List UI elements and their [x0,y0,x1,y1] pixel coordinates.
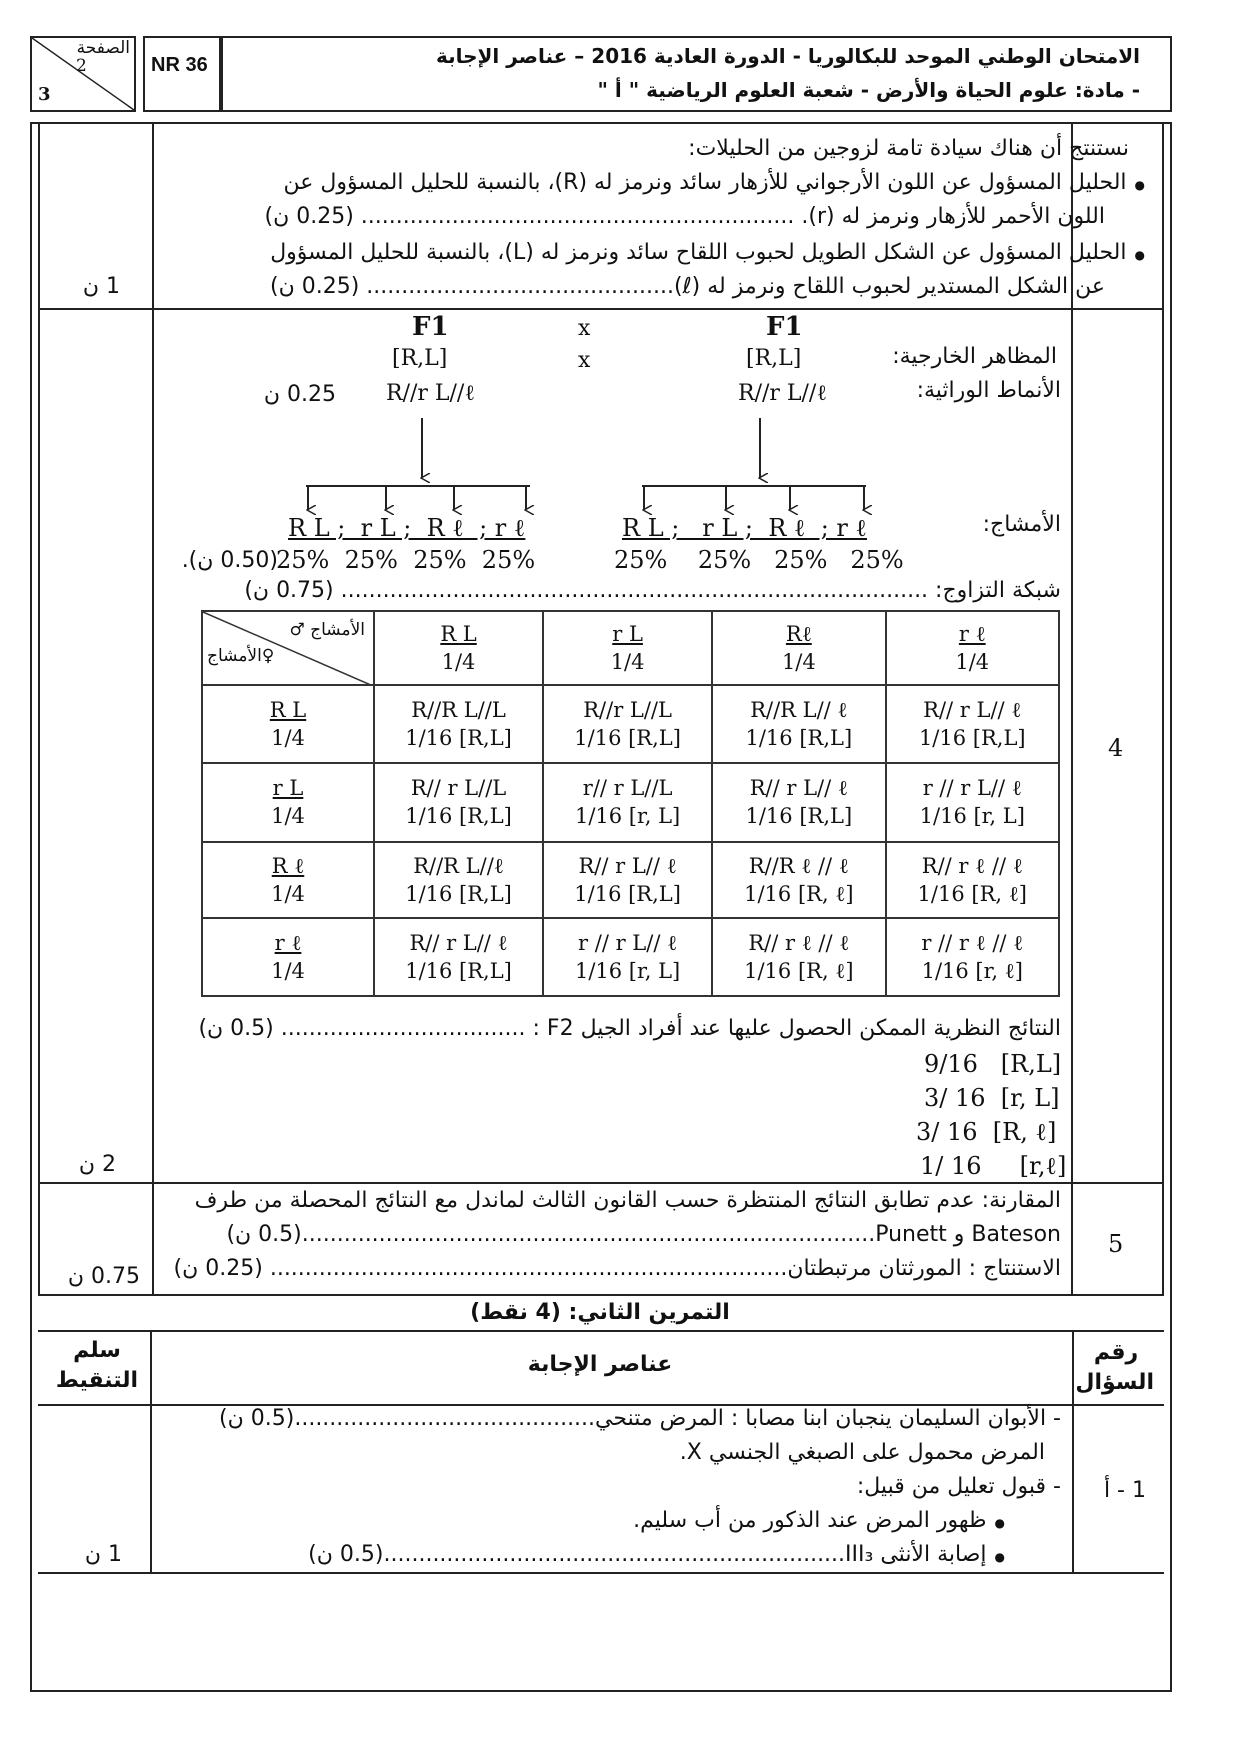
page-number: 2 [76,56,87,76]
ex2-line3: - قبول تعليل من قبيل: [856,1474,1061,1499]
row-header: r ℓ 1/4 [202,918,374,996]
header-line2: - مادة: علوم الحياة والأرض - شعبة العلوم الرياضية " أ " [597,78,1140,102]
genotype-left: R//r L//ℓ [386,381,475,406]
punnett-square [201,610,1060,997]
cross-sign-2: x [578,348,591,373]
q5-score: 0.75 ن [67,1264,140,1289]
result-1: 9/16 [R,L] [924,1050,1062,1078]
grid-cell: r // r ℓ // ℓ 1/16 [r, ℓ] [886,918,1059,996]
grid-cell: R//r L//L 1/16 [R,L] [543,685,712,763]
q5-line3: الاستنتاج : المورثتان مرتبطتان.......................................................................... (0.25 ن) [173,1256,1061,1281]
q3-bullet2-line1: ● الحليل المسؤول عن الشكل الطويل لحبوب اللقاح سائد ونرمز له (L)، بالنسبة للحليل المسؤول [225,240,1145,265]
ex2-col-question: رقم السؤال [1075,1340,1154,1395]
col-header: r ℓ 1/4 [886,611,1059,685]
exercise2-title: التمرين الثاني: (4 نقط) [470,1300,730,1325]
label-phenotypes: المظاهر الخارجية: [892,344,1057,369]
ex2-line4: ● ظهور المرض عند الذكور من أب سليم. [305,1508,1005,1533]
q3-bullet1-line1: ● الحليل المسؤول عن اللون الأرجواني للأزهار سائد ونرمز له (R)، بالنسبة للحليل المسؤول عن [225,170,1145,195]
grid-cell: r// r L//L 1/16 [r, L] [543,763,712,841]
row-header: R ℓ 1/4 [202,842,374,918]
row-separator-q3 [38,308,1164,310]
q5-number: 5 [1108,1230,1124,1258]
gametes-left-score: (0.50 ن). [181,548,278,573]
result-4: 1/ 16 [r,ℓ] [920,1152,1067,1180]
row-separator-ex2-head [38,1330,1164,1332]
page-total: 3 [38,84,51,105]
grid-cell: R// r ℓ // ℓ 1/16 [R, ℓ] [712,918,885,996]
ex2-line1: - الأبوان السليمان ينجبان ابنا مصابا : المرض متنحي...........................................(0.5 ن) [219,1406,1061,1431]
results-label: النتائج النظرية الممكن الحصول عليها عند أفراد الجيل F2 : ................................... (0.5 ن) [198,1016,1061,1041]
ex2-line5: ● إصابة الأنثى III₃..................................................................(0.5 ن) [125,1542,1005,1567]
grid-cell: R// r L//L 1/16 [R,L] [374,763,543,841]
ex2-col-answer: عناصر الإجابة [527,1352,673,1377]
header-line1: الامتحان الوطني الموحد للبكالوريا - الدورة العادية 2016 – عناصر الإجابة [435,44,1140,68]
col-header: R L 1/4 [374,611,543,685]
grid-cell: R// r ℓ // ℓ 1/16 [R, ℓ] [886,842,1059,918]
row-header: r L 1/4 [202,763,374,841]
parent-left: F1 [412,312,449,342]
grid-cell: R//R L//ℓ 1/16 [R,L] [374,842,543,918]
grid-cell: R//R L//L 1/16 [R,L] [374,685,543,763]
q4-score: 2 ن [78,1152,116,1177]
col-header: Rℓ 1/4 [712,611,885,685]
genotype-right: R//r L//ℓ [738,381,827,406]
label-genotypes: الأنماط الوراثية: [916,378,1061,403]
grid-cell: R//R L// ℓ 1/16 [R,L] [712,685,885,763]
grid-cell: R// r L// ℓ 1/16 [R,L] [543,842,712,918]
ex2-q1a-number: 1 - أ [1103,1478,1146,1503]
exam-code: NR 36 [151,54,208,76]
row-header: R L 1/4 [202,685,374,763]
q3-bullet1-line2: اللون الأحمر للأزهار ونرمز له (r). .............................................................. (0.25 ن) [264,204,1105,229]
gametes-left-pct: 25% 25% 25% 25% [276,546,536,574]
ex2-q1a-score: 1 ن [84,1542,122,1567]
frame-inner-right [1162,122,1164,1294]
label-gametes: الأمشاج: [982,512,1061,537]
row-separator-q5 [38,1294,1164,1296]
phenotype-left: [R,L] [392,346,448,371]
cross-sign: x [578,316,591,341]
score-column-rule [152,122,154,1294]
frame-inner-left [38,122,40,1294]
result-3: 3/ 16 [R, ℓ] [916,1118,1057,1146]
q3-score: 1 ن [82,274,120,299]
exam-code-box [143,36,221,112]
row-separator-ex2-end [38,1572,1164,1574]
grid-cell: r // r L// ℓ 1/16 [r, L] [886,763,1059,841]
row-separator-q4 [38,1182,1164,1184]
gametes-left: R L ; r L ; R ℓ ; r ℓ [288,514,526,542]
page-frame-left [30,122,32,1692]
gametes-right-pct: 25% 25% 25% 25% [614,546,904,574]
page-frame-top [30,122,1172,124]
q3-intro: نستنتج أن هناك سيادة تامة لزوجين من الحليلات: [688,136,1129,161]
header-title-box [221,36,1172,112]
grid-cell: R// r L// ℓ 1/16 [R,L] [712,763,885,841]
grid-cell: R//R ℓ // ℓ 1/16 [R, ℓ] [712,842,885,918]
q5-line1: المقارنة: عدم تطابق النتائج المنتظرة حسب القانون الثالث لماندل مع النتائج المحصلة من طرف [194,1188,1061,1213]
punnett-corner [202,611,374,685]
col-header: r L 1/4 [543,611,712,685]
result-2: 3/ 16 [r, L] [924,1084,1060,1112]
parent-right: F1 [766,312,803,342]
grid-cell: R// r L// ℓ 1/16 [R,L] [374,918,543,996]
corner-female-label: ♀الأمشاج [207,646,275,666]
gamete-arrows-diagram [290,412,890,522]
q3-bullet2-line2: عن الشكل المستدير لحبوب اللقاح ونرمز له (ℓ)............................................ (0.25 ن) [270,274,1105,299]
ex2-line2: المرض محمول على الصبغي الجنسي X. [679,1440,1045,1465]
ex2-col-score: سلم التنقيط [55,1338,139,1393]
ex2-number-column-rule [1072,1330,1074,1572]
page-label: الصفحة [76,38,130,58]
grid-cell: r // r L// ℓ 1/16 [r, L] [543,918,712,996]
label-grid: شبكة التزاوج: .................................................................................... (0.75 ن) [244,578,1061,603]
gametes-right: R L ; r L ; R ℓ ; r ℓ [622,514,868,542]
genotype-score: 0.25 ن [263,382,336,407]
phenotype-right: [R,L] [746,346,802,371]
ex2-score-column-rule [150,1330,152,1572]
grid-cell: R// r L// ℓ 1/16 [R,L] [886,685,1059,763]
page-frame-right [1170,122,1172,1692]
page-number-box [30,36,136,112]
page-frame-bottom [30,1690,1172,1692]
q4-number: 4 [1108,734,1124,762]
q5-line2: Bateson و Punett..................................................................................(0.5 ن) [226,1222,1061,1247]
corner-male-label: الأمشاج ♂ [289,620,365,640]
